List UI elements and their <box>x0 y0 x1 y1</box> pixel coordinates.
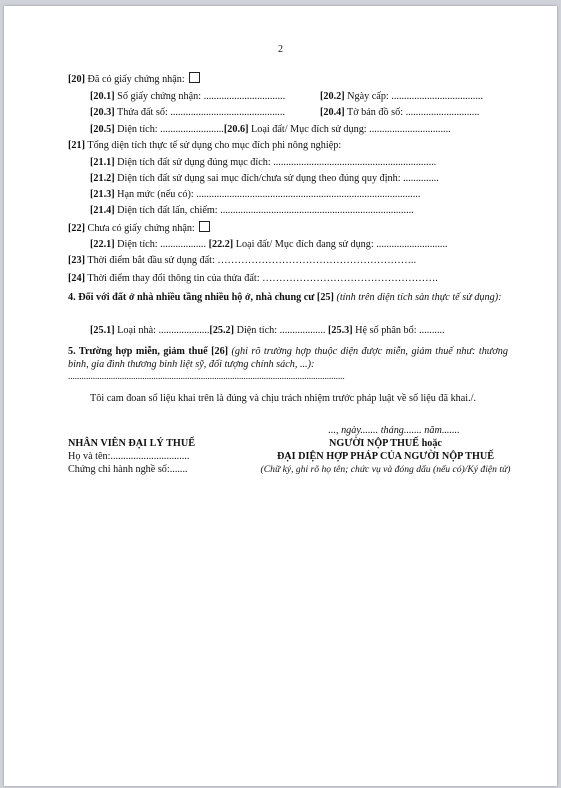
item-21: [21] Tổng diện tích thực tế sử dụng cho mục đích phi nông nghiệp: <box>68 140 342 151</box>
item-24: [24] Thời điểm thay đổi thông tin của thửa đất: ……………………………………………. <box>68 273 438 284</box>
date-line: ..., ngày....... tháng....... năm....... <box>328 425 460 436</box>
item-25: [25.1] Loại nhà: ....................[25.2] Diện tích: .................. [25.3] Hệ số phân bổ: .......... <box>90 325 445 336</box>
item-20-code: [20] <box>68 74 85 85</box>
item-21-3: [21.3] Hạn mức (nếu có): ........................................................................................ <box>90 189 421 200</box>
item-21-4: [21.4] Diện tích đất lấn, chiếm: ............................................................................ <box>90 205 414 216</box>
item-21-2: [21.2] Diện tích đất sử dụng sai mục đích/chưa sử dụng theo đúng quy định: .............. <box>90 173 439 184</box>
allocation-coefficient-field[interactable]: Hệ số phân bổ: .......... <box>352 325 445 336</box>
section-5-heading: 5. Trường hợp miễn, giảm thuế [26] (ghi rõ trường hợp thuộc diện được miễn, giảm thuế như: thương binh, gia đình thương binh liệt sỹ, đối tượng chính sách, ...): <box>68 346 508 370</box>
change-date-field[interactable]: Thời điểm thay đổi thông tin của thửa đất: ……………………………………………. <box>84 273 438 284</box>
parcel-number-field[interactable]: Thửa đất số: ............................................. <box>114 107 285 118</box>
house-type-field[interactable]: Loại nhà: .................... <box>114 325 210 336</box>
item-20 <box>68 72 200 86</box>
item-20-2: [20.2] Ngày cấp: .................................... <box>320 91 483 102</box>
document-page <box>4 6 557 786</box>
item-20-label: Đã có giấy chứng nhận: <box>84 74 185 85</box>
item-23: [23] Thời điểm bắt đầu sử dụng đất: ………………………………………………….. <box>68 255 417 266</box>
commitment-text: Tôi cam đoan số liệu khai trên là đúng và chịu trách nhiệm trước pháp luật về số liệu đã khai./. <box>90 393 477 404</box>
agent-name-field[interactable]: Họ và tên:............................... <box>68 451 190 462</box>
has-certificate-checkbox[interactable] <box>189 72 200 83</box>
item-22: [22] Chưa có giấy chứng nhận: <box>68 221 210 235</box>
floor-area-field[interactable]: Diện tích: .................. <box>234 325 326 336</box>
item-22-1-2: [22.1] Diện tích: .................. [22.2] Loại đất/ Mục đích đang sử dụng: ............................ <box>90 239 448 250</box>
section-4-heading: 4. Đối với đất ở nhà nhiều tầng nhiều hộ ở, nhà chung cư [25] (tính trên diện tích sàn thực tế sử dụng): <box>68 292 502 303</box>
area-field[interactable]: Diện tích: ......................... <box>114 124 224 135</box>
item-20-1: [20.1] Số giấy chứng nhận: ................................ <box>90 91 286 102</box>
taxpayer-title-1: NGƯỜI NỘP THUẾ hoặc <box>329 438 442 449</box>
item-20-5-6: [20.5] Diện tích: .........................[20.6] Loại đất/ Mục đích sử dụng: ................................ <box>90 124 451 135</box>
item-20-4: [20.4] Tờ bản đồ số: ............................. <box>320 107 480 118</box>
encroached-area-field[interactable]: Diện tích đất lấn, chiếm: ............................................................................ <box>114 205 414 216</box>
page-number: 2 <box>278 44 283 55</box>
agent-title: NHÂN VIÊN ĐẠI LÝ THUẾ <box>68 438 195 449</box>
issue-date-field[interactable]: Ngày cấp: .................................... <box>344 91 483 102</box>
signature-note: (Chữ ký, ghi rõ họ tên; chức vụ và đóng dấu (nếu có)/Ký điện tử) <box>260 464 511 475</box>
current-use-field[interactable]: Loại đất/ Mục đích đang sử dụng: ............................ <box>233 239 448 250</box>
item-20-3: [20.3] Thửa đất số: ............................................. <box>90 107 285 118</box>
improper-use-area-field[interactable]: Diện tích đất sử dụng sai mục đích/chưa sử dụng theo đúng quy định: .............. <box>114 173 439 184</box>
agent-cert-field[interactable]: Chứng chỉ hành nghề số:....... <box>68 464 188 475</box>
taxpayer-title-2: ĐẠI DIỆN HỢP PHÁP CỦA NGƯỜI NỘP THUẾ <box>276 451 495 462</box>
proper-use-area-field[interactable]: Diện tích đất sử dụng đúng mục đích: ................................................................ <box>114 157 437 168</box>
certificate-number-field[interactable]: Số giấy chứng nhận: ................................ <box>114 91 286 102</box>
land-type-field[interactable]: Loại đất/ Mục đích sử dụng: ................................ <box>248 124 451 135</box>
uncertified-area-field[interactable]: Diện tích: .................. <box>114 239 207 250</box>
map-sheet-field[interactable]: Tờ bản đồ số: ............................. <box>344 107 480 118</box>
start-use-date-field[interactable]: Thời điểm bắt đầu sử dụng đất: ………………………………………………….. <box>84 255 417 266</box>
limit-field[interactable]: Hạn mức (nếu có): ........................................................................................ <box>114 189 421 200</box>
exemption-dots-field[interactable]: ........................................................................................................................... <box>68 371 345 381</box>
no-certificate-checkbox[interactable] <box>199 221 210 232</box>
item-21-1: [21.1] Diện tích đất sử dụng đúng mục đích: ................................................................ <box>90 157 437 168</box>
